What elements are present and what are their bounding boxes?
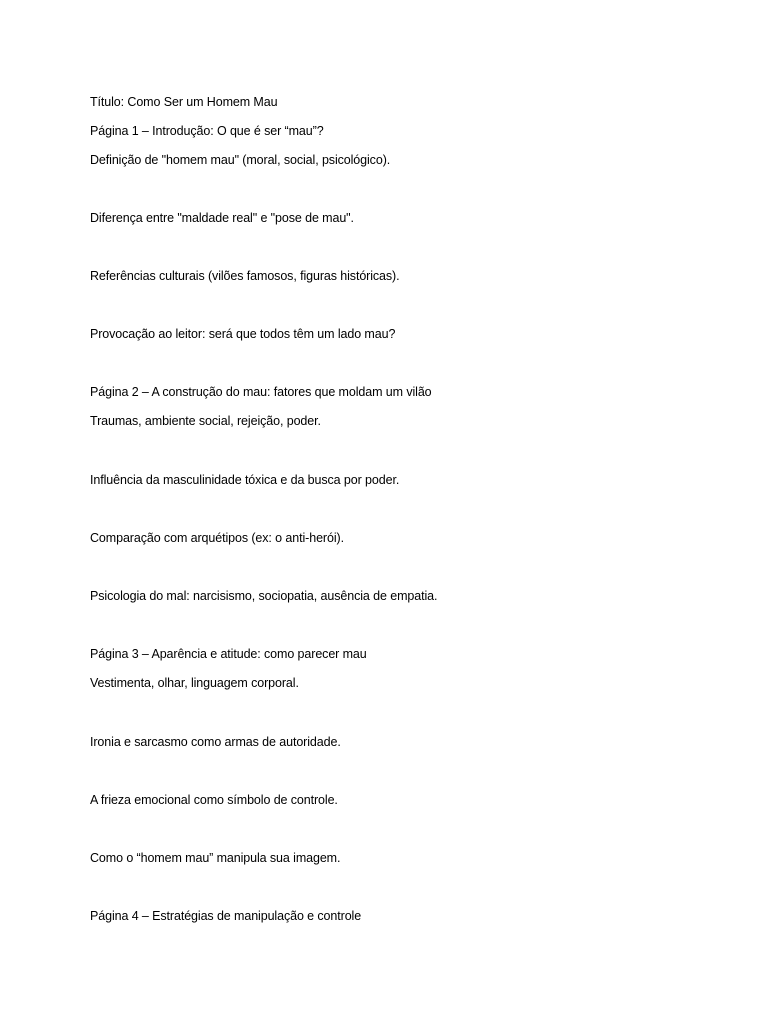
paragraph: Comparação com arquétipos (ex: o anti-herói).	[90, 531, 344, 545]
document-title: Título: Como Ser um Homem Mau	[90, 95, 278, 109]
section-heading-page-4: Página 4 – Estratégias de manipulação e controle	[90, 909, 362, 923]
paragraph: Referências culturais (vilões famosos, figuras históricas).	[90, 269, 400, 283]
paragraph: Provocação ao leitor: será que todos têm um lado mau?	[90, 327, 396, 341]
paragraph: Psicologia do mal: narcisismo, sociopatia, ausência de empatia.	[90, 589, 438, 603]
paragraph: Traumas, ambiente social, rejeição, poder.	[90, 414, 321, 428]
paragraph: Definição de "homem mau" (moral, social, psicológico).	[90, 153, 391, 167]
paragraph: Ironia e sarcasmo como armas de autoridade.	[90, 735, 341, 749]
paragraph: Diferença entre "maldade real" e "pose de mau".	[90, 211, 354, 225]
paragraph: Como o “homem mau” manipula sua imagem.	[90, 851, 341, 865]
paragraph: Influência da masculinidade tóxica e da busca por poder.	[90, 473, 400, 487]
section-heading-page-3: Página 3 – Aparência e atitude: como parecer mau	[90, 647, 367, 661]
paragraph: Vestimenta, olhar, linguagem corporal.	[90, 676, 299, 690]
section-heading-page-2: Página 2 – A construção do mau: fatores que moldam um vilão	[90, 385, 432, 399]
paragraph: A frieza emocional como símbolo de controle.	[90, 793, 338, 807]
section-heading-page-1: Página 1 – Introdução: O que é ser “mau”?	[90, 124, 324, 138]
